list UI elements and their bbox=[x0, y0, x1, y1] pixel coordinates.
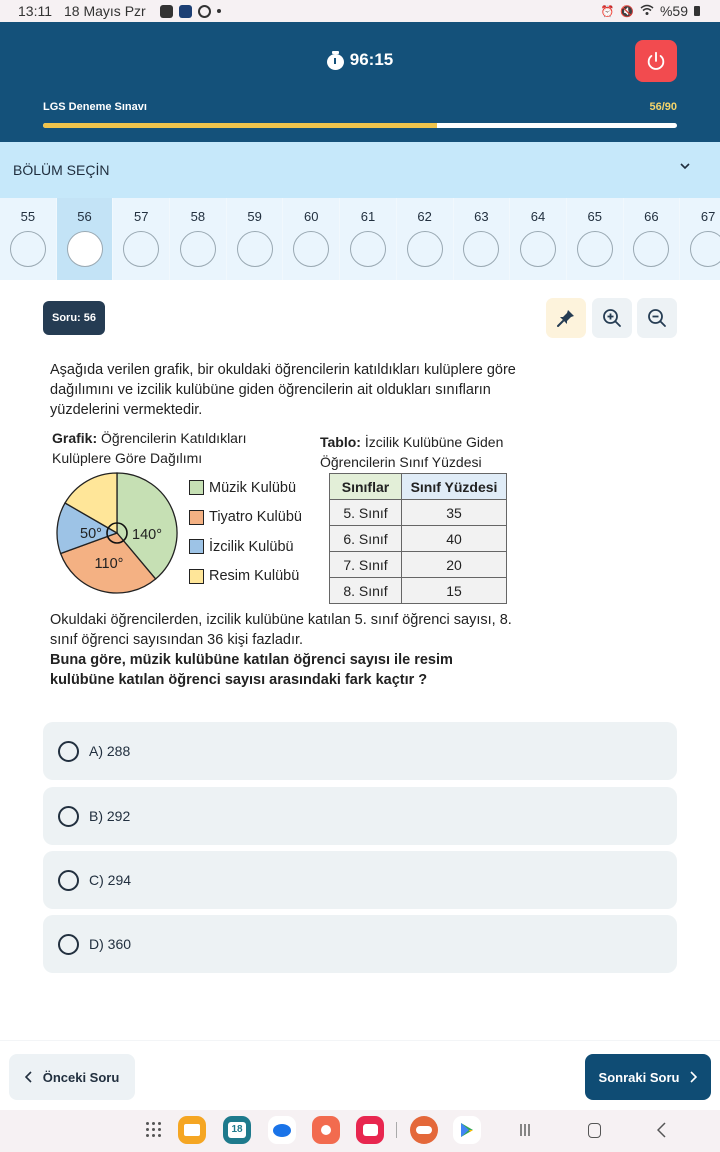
question-navigator bbox=[0, 198, 720, 280]
legend-item bbox=[189, 562, 302, 592]
table-cell-percent: 35 bbox=[402, 500, 507, 526]
question-nav-number: 55 bbox=[20, 209, 36, 224]
legend-swatch bbox=[189, 569, 204, 584]
question-nav-number: 64 bbox=[530, 209, 546, 224]
chevron-down-icon bbox=[680, 161, 690, 171]
option-label: C) 294 bbox=[89, 872, 132, 888]
radio-icon[interactable] bbox=[58, 806, 79, 827]
question-content bbox=[44, 352, 520, 697]
legend-item bbox=[189, 532, 302, 562]
question-nav-number: 67 bbox=[700, 209, 716, 224]
previous-question-label: Önceki Soru bbox=[42, 1069, 120, 1085]
question-nav-number: 63 bbox=[474, 209, 489, 224]
zoom-out-button[interactable] bbox=[637, 298, 677, 338]
question-intro: Aşağıda verilen grafik, bir okuldaki öğrencilerin katıldıkları kulüplere göre dağılımını ve izcilik kulübüne giden öğrencilerin ait oldukları sınıfların yüzdelerini vermektedir. bbox=[50, 362, 516, 418]
home-icon[interactable] bbox=[586, 1120, 602, 1140]
status-date: 18 Mayıs Pzr bbox=[64, 3, 146, 19]
table-row bbox=[330, 526, 507, 552]
apps-grid-icon[interactable] bbox=[146, 1122, 162, 1138]
question-nav-number: 66 bbox=[644, 209, 659, 224]
table-row bbox=[330, 578, 507, 604]
question-status-circle-icon bbox=[520, 231, 556, 267]
question-statement-text: Okuldaki öğrencilerden, izcilik kulübüne katılan 5. sınıf öğrenci sayısı, 8. sınıf öğrenci sayısından 36 kişi fazladır. bbox=[50, 612, 512, 648]
table-title-label: Tablo: bbox=[320, 434, 361, 450]
question-status-circle-icon bbox=[10, 231, 46, 267]
status-time: 13:11 bbox=[18, 3, 52, 19]
zoom-in-button[interactable] bbox=[592, 298, 632, 338]
question-nav-item[interactable] bbox=[227, 198, 284, 280]
calendar-day: 18 bbox=[228, 1122, 246, 1138]
question-nav-number: 62 bbox=[417, 209, 432, 224]
progress-fill bbox=[43, 123, 437, 128]
question-status-circle-icon bbox=[237, 231, 273, 267]
table-cell-class: 7. Sınıf bbox=[330, 552, 402, 578]
dot-icon bbox=[217, 9, 221, 13]
table-cell-class: 5. Sınıf bbox=[330, 500, 402, 526]
question-nav-item[interactable] bbox=[113, 198, 170, 280]
power-icon bbox=[645, 50, 667, 72]
radio-icon[interactable] bbox=[58, 934, 79, 955]
battery-icon bbox=[694, 6, 700, 16]
table-cell-class: 6. Sınıf bbox=[330, 526, 402, 552]
table-cell-percent: 20 bbox=[402, 552, 507, 578]
question-nav-number: 60 bbox=[304, 209, 319, 224]
legend-label: Tiyatro Kulübü bbox=[209, 509, 302, 526]
question-nav-number: 65 bbox=[587, 209, 602, 224]
dock-separator bbox=[396, 1122, 397, 1138]
question-nav-item[interactable] bbox=[170, 198, 227, 280]
play-store-app-icon[interactable] bbox=[453, 1116, 481, 1144]
question-status-circle-icon bbox=[123, 231, 159, 267]
question-nav-item[interactable] bbox=[0, 198, 57, 280]
chart-title bbox=[52, 428, 282, 468]
owl-app-icon[interactable] bbox=[410, 1116, 438, 1144]
status-bar bbox=[0, 0, 720, 22]
radio-icon[interactable] bbox=[58, 741, 79, 762]
question-status-circle-icon bbox=[350, 231, 386, 267]
question-nav-item[interactable] bbox=[624, 198, 681, 280]
option-c[interactable] bbox=[43, 851, 677, 909]
pie-slice-label: 140° bbox=[132, 527, 162, 543]
timer-value: 96:15 bbox=[349, 50, 394, 69]
question-nav-number: 56 bbox=[77, 209, 92, 224]
legend-label: İzcilik Kulübü bbox=[209, 538, 294, 555]
gallery-icon bbox=[160, 5, 173, 18]
section-select-dropdown[interactable] bbox=[0, 142, 720, 198]
question-status-circle-icon bbox=[577, 231, 613, 267]
legend-label: Resim Kulübü bbox=[209, 568, 300, 585]
exit-exam-button[interactable] bbox=[635, 40, 677, 82]
question-status-circle-icon bbox=[690, 231, 720, 267]
files-app-icon[interactable] bbox=[178, 1116, 206, 1144]
table-header-class: Sınıflar bbox=[330, 474, 402, 500]
zoom-out-icon bbox=[647, 308, 667, 328]
mute-icon: 🔇 bbox=[620, 5, 634, 18]
previous-question-button[interactable] bbox=[9, 1054, 135, 1100]
question-nav-item[interactable] bbox=[397, 198, 454, 280]
chart-title-label: Grafik: bbox=[52, 430, 98, 446]
next-question-button[interactable] bbox=[585, 1054, 711, 1100]
chevron-right-icon bbox=[689, 1071, 697, 1083]
stopwatch-icon bbox=[327, 51, 344, 70]
timer bbox=[0, 50, 720, 70]
table-cell-percent: 15 bbox=[402, 578, 507, 604]
pie-slice-label: 110° bbox=[94, 556, 124, 572]
battery-level: %59 bbox=[659, 3, 688, 19]
table-cell-class: 8. Sınıf bbox=[330, 578, 402, 604]
legend-item bbox=[189, 503, 302, 533]
option-label: B) 292 bbox=[89, 808, 131, 824]
recent-apps-icon[interactable] bbox=[518, 1120, 532, 1140]
question-nav-item[interactable] bbox=[57, 198, 114, 280]
progress-count: 56/90 bbox=[649, 101, 677, 113]
question-ask: Buna göre, müzik kulübüne katılan öğrenci sayısı ile resim kulübüne katılan öğrenci sayısı arasındaki fark kaçtır ? bbox=[50, 652, 453, 688]
radio-icon[interactable] bbox=[58, 870, 79, 891]
exam-progress-bar bbox=[43, 123, 677, 128]
next-question-label: Sonraki Soru bbox=[598, 1069, 680, 1085]
table-cell-percent: 40 bbox=[402, 526, 507, 552]
question-nav-item[interactable] bbox=[454, 198, 511, 280]
question-nav-number: 57 bbox=[133, 209, 149, 224]
calendar-app-icon[interactable] bbox=[223, 1116, 251, 1144]
question-status-circle-icon bbox=[293, 231, 329, 267]
option-a[interactable] bbox=[43, 722, 677, 780]
question-nav-number: 58 bbox=[190, 209, 206, 224]
legend-item bbox=[189, 473, 302, 503]
screen-recorder-app-icon[interactable] bbox=[356, 1116, 384, 1144]
exam-title: LGS Deneme Sınavı bbox=[43, 101, 147, 113]
question-status-circle-icon bbox=[463, 231, 499, 267]
question-nav-item[interactable] bbox=[510, 198, 567, 280]
alarm-icon: ⏰ bbox=[600, 5, 615, 18]
chevron-left-icon bbox=[25, 1071, 33, 1083]
question-status-circle-icon bbox=[633, 231, 669, 267]
whatsapp-icon bbox=[198, 5, 211, 18]
question-nav-number: 61 bbox=[360, 209, 376, 224]
option-b[interactable] bbox=[43, 787, 677, 845]
question-nav-item[interactable] bbox=[567, 198, 624, 280]
back-icon[interactable] bbox=[655, 1120, 667, 1140]
question-status-circle-icon bbox=[407, 231, 443, 267]
pin-button[interactable] bbox=[546, 298, 586, 338]
option-d[interactable] bbox=[43, 915, 677, 973]
option-label: D) 360 bbox=[89, 936, 132, 952]
chart-title-text: Öğrencilerin Katıldıkları Kulüplere Göre Dağılımı bbox=[52, 430, 247, 466]
table-row bbox=[330, 500, 507, 526]
contacts-app-icon[interactable] bbox=[312, 1116, 340, 1144]
question-statement bbox=[50, 610, 520, 690]
messages-app-icon[interactable] bbox=[268, 1116, 296, 1144]
legend-swatch bbox=[189, 510, 204, 525]
section-select-label: BÖLÜM SEÇİN bbox=[13, 162, 110, 178]
legend-swatch bbox=[189, 480, 204, 495]
legend-label: Müzik Kulübü bbox=[209, 479, 297, 496]
wifi-icon bbox=[640, 3, 654, 19]
pin-icon bbox=[556, 308, 576, 328]
question-nav-item[interactable] bbox=[680, 198, 720, 280]
zoom-in-icon bbox=[602, 308, 622, 328]
table-title-text: İzcilik Kulübüne Giden Öğrencilerin Sınıf Yüzdesi bbox=[320, 434, 504, 470]
question-nav-item[interactable] bbox=[340, 198, 397, 280]
table-header-percent: Sınıf Yüzdesi bbox=[402, 474, 507, 500]
class-percent-table bbox=[329, 473, 507, 604]
question-status-circle-icon bbox=[67, 231, 103, 267]
question-nav-number: 59 bbox=[247, 209, 262, 224]
pie-legend bbox=[189, 473, 302, 591]
legend-swatch bbox=[189, 539, 204, 554]
club-pie-chart bbox=[52, 468, 182, 598]
option-label: A) 288 bbox=[89, 743, 131, 759]
bluetooth-app-icon bbox=[179, 5, 192, 18]
table-row bbox=[330, 552, 507, 578]
question-number-badge: Soru: 56 bbox=[43, 301, 105, 335]
table-title bbox=[320, 432, 520, 472]
pie-slice-label: 50° bbox=[80, 526, 102, 542]
exam-header bbox=[0, 22, 720, 142]
question-status-circle-icon bbox=[180, 231, 216, 267]
system-nav-bar bbox=[0, 1110, 720, 1152]
question-nav-item[interactable] bbox=[283, 198, 340, 280]
